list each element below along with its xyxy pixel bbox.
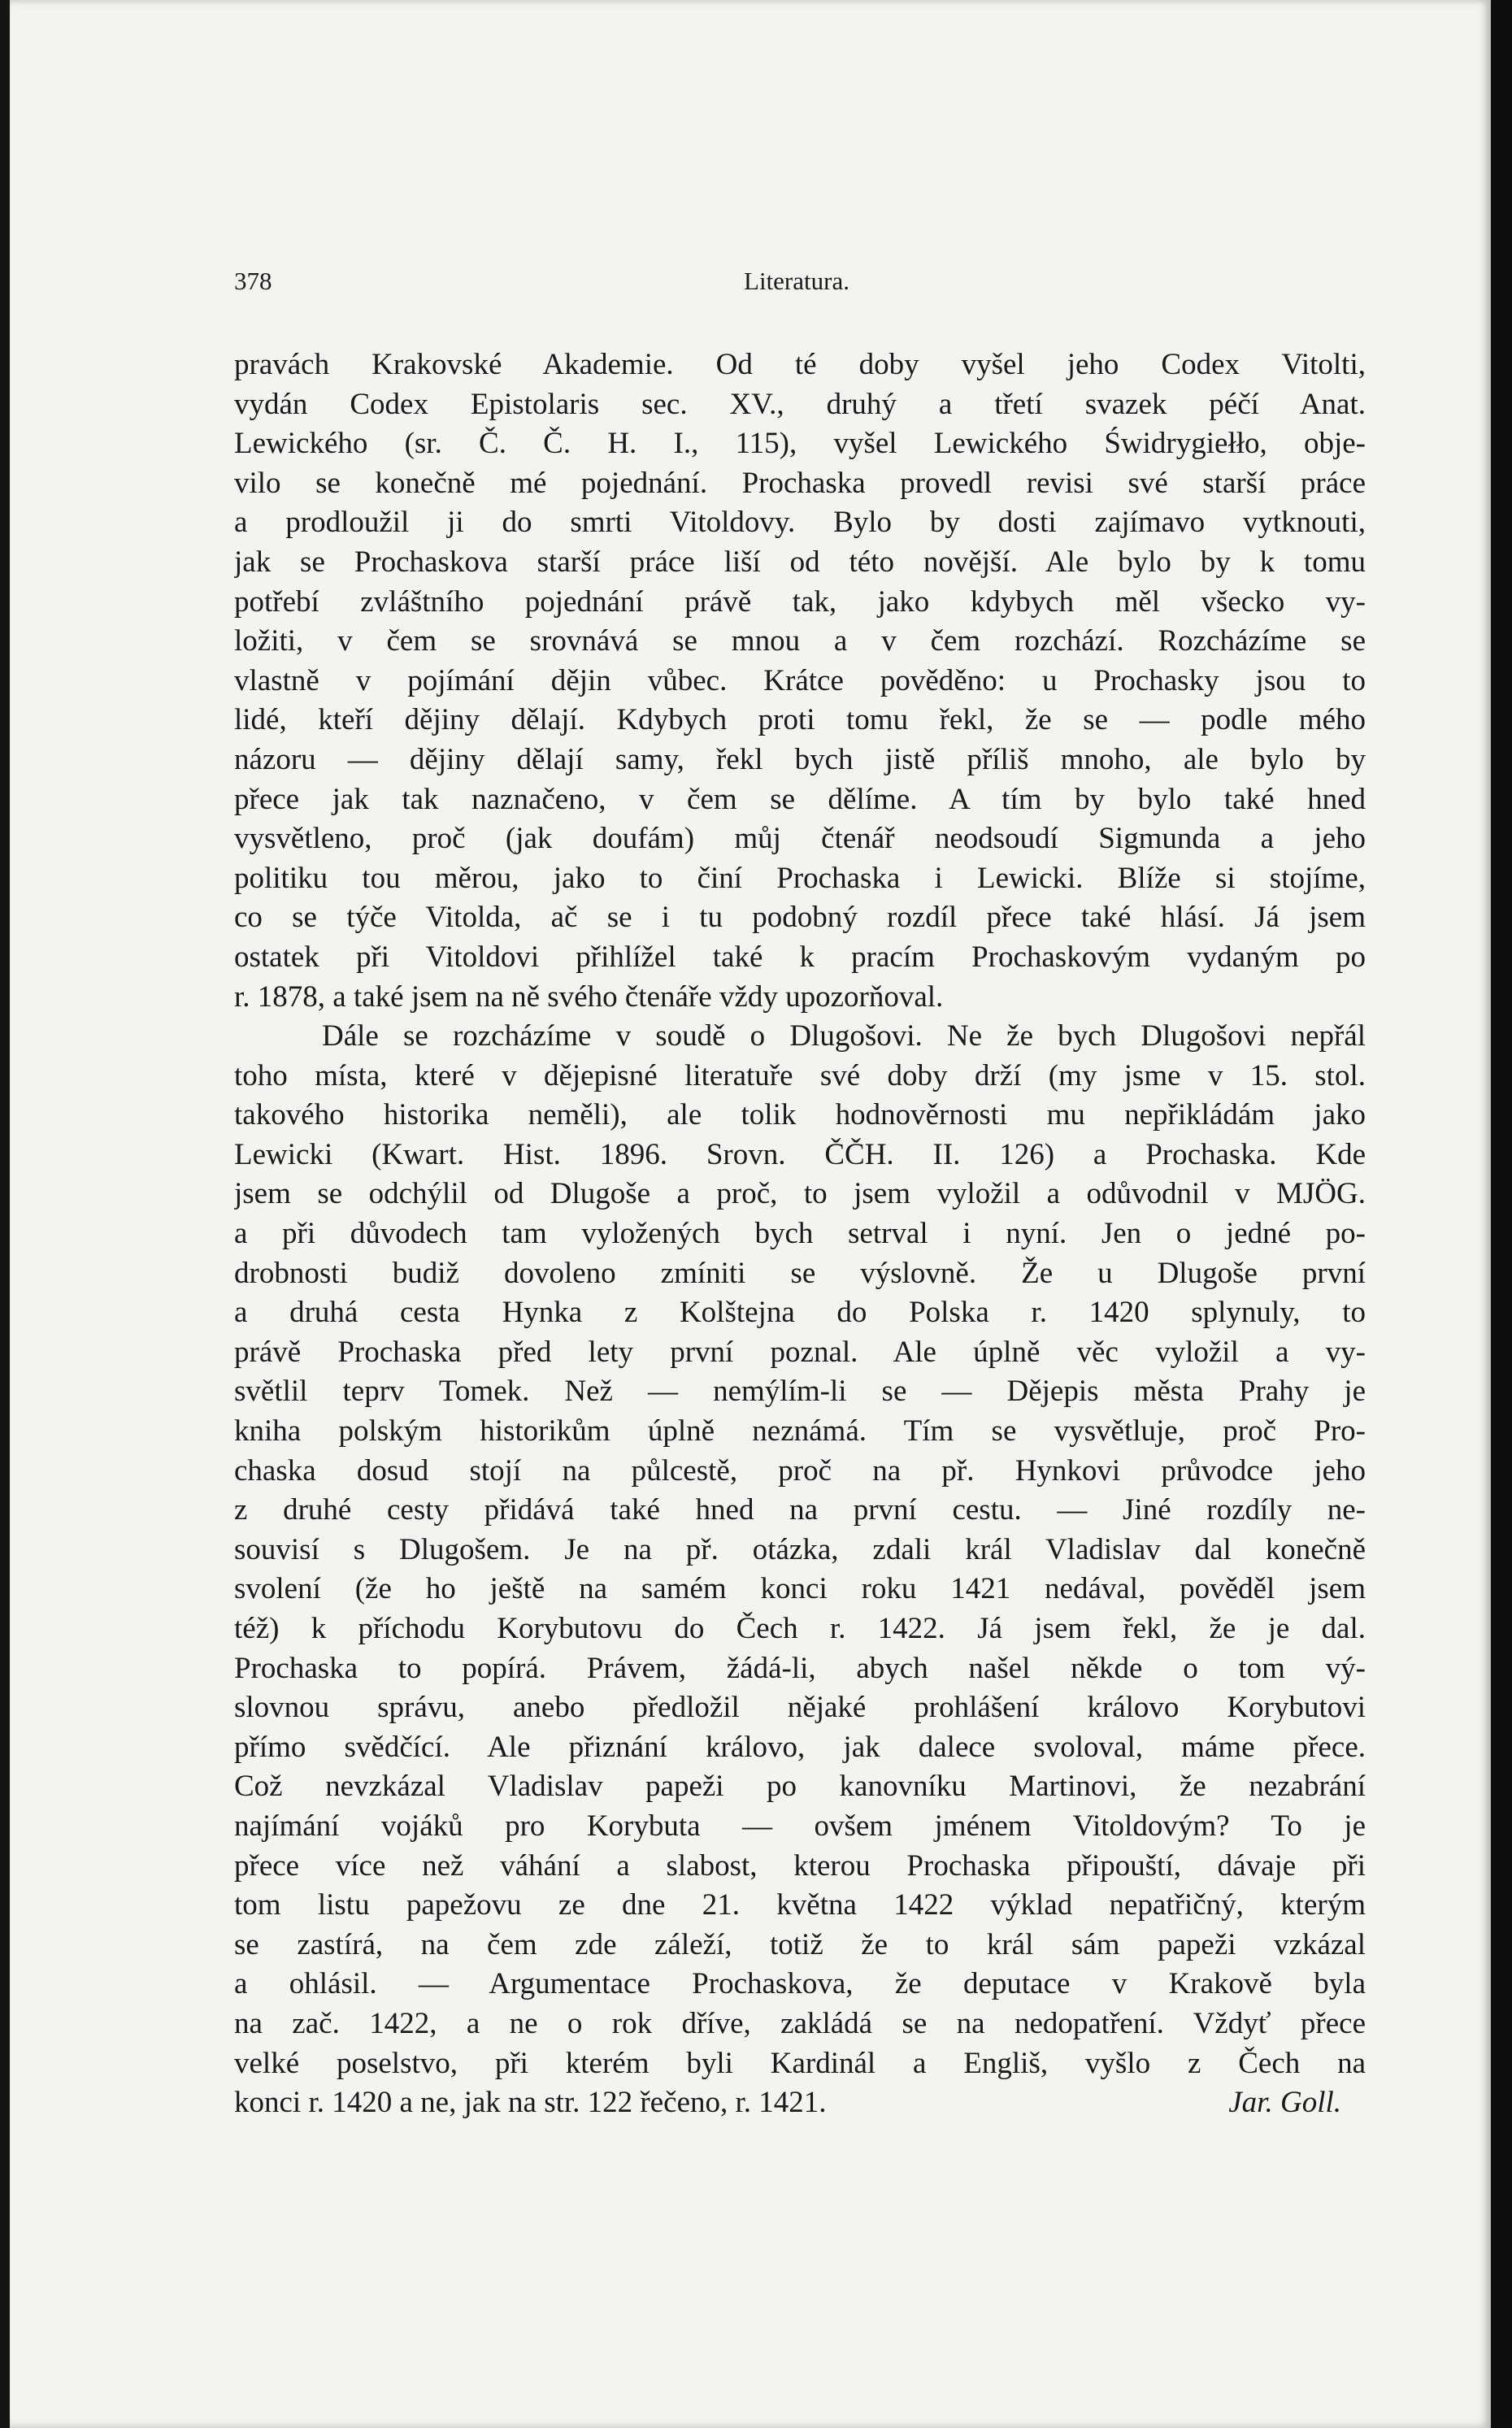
body-text <box>234 345 1366 2123</box>
text-line: jsem se odchýlil od Dlugoše a proč, to jsem vyložil a odůvodnil v MJÖG. <box>234 1177 1366 1211</box>
text-line: se zastírá, na čem zde záleží, totiž že to král sám papeži vzkázal <box>234 1927 1366 1961</box>
text-line: Což nevzkázal Vladislav papeži po kanovníku Martinovi, že nezabrání <box>234 1770 1366 1804</box>
final-line <box>234 2083 1366 2123</box>
text-line: drobnosti budiž dovoleno zmíniti se výslovně. Že u Dlugoše první <box>234 1256 1366 1290</box>
text-line: vlastně v pojímání dějin vůbec. Krátce pověděno: u Prochasky jsou to <box>234 663 1366 697</box>
text-line: Lewicki (Kwart. Hist. 1896. Srovn. ČČH. II. 126) a Prochaska. Kde <box>234 1137 1366 1171</box>
text-line: vysvětleno, proč (jak doufám) můj čtenář neodsoudí Sigmunda a jeho <box>234 822 1366 856</box>
text-line: Lewického (sr. Č. Č. H. I., 115), vyšel Lewického Świdrygiełło, obje- <box>234 427 1366 461</box>
text-line: toho místa, které v dějepisné literatuře své doby drží (my jsme v 15. stol. <box>234 1058 1366 1092</box>
text-line: přece jak tak naznačeno, v čem se dělíme. A tím by bylo také hned <box>234 782 1366 816</box>
text-line: politiku tou měrou, jako to činí Prochaska i Lewicki. Blíže si stojíme, <box>234 861 1366 895</box>
text-line: na zač. 1422, a ne o rok dříve, zakládá se na nedopatření. Vždyť přece <box>234 2006 1366 2040</box>
text-line: slovnou správu, anebo předložil nějaké prohlášení královo Korybutovi <box>234 1691 1366 1725</box>
text-line: jak se Prochaskova starší práce liší od této novější. Ale bylo by k tomu <box>234 545 1366 579</box>
book-page <box>10 0 1491 2428</box>
text-line: Dále se rozcházíme v soudě o Dlugošovi. Ne že bych Dlugošovi nepřál <box>322 1019 1366 1053</box>
text-line: ložiti, v čem se srovnává se mnou a v čem rozchází. Rozcházíme se <box>234 624 1366 658</box>
text-line: světlil teprv Tomek. Než — nemýlím-li se — Dějepis města Prahy je <box>234 1375 1366 1409</box>
text-line: Prochaska to popírá. Právem, žádá-li, abych našel někde o tom vý- <box>234 1651 1366 1685</box>
running-title: Literatura. <box>744 267 849 295</box>
text-line: tom listu papežovu ze dne 21. května 1422 výklad nepatřičný, kterým <box>234 1888 1366 1922</box>
text-line: vilo se konečně mé pojednání. Prochaska provedl revisi své starší práce <box>234 466 1366 500</box>
text-line: potřebí zvláštního pojednání právě tak, jako kdybych měl všecko vy- <box>234 584 1366 619</box>
text-line: též) k příchodu Korybutovu do Čech r. 1422. Já jsem řekl, že je dal. <box>234 1612 1366 1645</box>
page-number: 378 <box>234 267 272 295</box>
text-line: kniha polským historikům úplně neznámá. Tím se vysvětluje, proč Pro- <box>234 1414 1366 1449</box>
text-line: právě Prochaska před lety první poznal. Ale úplně věc vyložil a vy- <box>234 1335 1366 1369</box>
text-line: pravách Krakovské Akademie. Od té doby vyšel jeho Codex Vitolti, <box>234 348 1366 381</box>
text-line: co se týče Vitolda, ač se i tu podobný rozdíl přece také hlásí. Já jsem <box>234 901 1366 935</box>
text-line: svolení (že ho ještě na samém konci roku 1421 nedával, pověděl jsem <box>234 1572 1366 1606</box>
page-header <box>234 267 1359 299</box>
text-line: názoru — dějiny dělají samy, řekl bych jistě příliš mnoho, ale bylo by <box>234 742 1366 776</box>
text-line: přímo svědčící. Ale přiznání královo, jak dalece svoloval, máme přece. <box>234 1730 1366 1764</box>
text-line: vydán Codex Epistolaris sec. XV., druhý a třetí svazek péčí Anat. <box>234 387 1366 421</box>
text-line: r. 1878, a také jsem na ně svého čtenáře vždy upozorňoval. <box>234 979 944 1014</box>
text-line: lidé, kteří dějiny dělají. Kdybych proti tomu řekl, že se — podle mého <box>234 703 1366 737</box>
text-line: konci r. 1420 a ne, jak na str. 122 řečeno, r. 1421. <box>234 2086 827 2120</box>
text-line: a prodloužil ji do smrti Vitoldovy. Bylo by dosti zajímavo vytknouti, <box>234 506 1366 540</box>
text-line: a druhá cesta Hynka z Kolštejna do Polska r. 1420 splynuly, to <box>234 1296 1366 1330</box>
text-line: velké poselstvo, při kterém byli Kardinál a Engliš, vyšlo z Čech na <box>234 2046 1366 2080</box>
text-line: takového historika neměli), ale tolik hodnověrnosti mu nepřikládám jako <box>234 1098 1366 1132</box>
text-line: ostatek při Vitoldovi přihlížel také k pracím Prochaskovým vydaným po <box>234 940 1366 974</box>
scan-edge <box>1491 0 1512 2428</box>
text-line: z druhé cesty přidává také hned na první cestu. — Jiné rozdíly ne- <box>234 1493 1366 1527</box>
author-signature: Jar. Goll. <box>1228 2086 1341 2120</box>
text-line: souvisí s Dlugošem. Je na př. otázka, zdali král Vladislav dal konečně <box>234 1532 1366 1566</box>
text-line: a ohlásil. — Argumentace Prochaskova, že deputace v Krakově byla <box>234 1967 1366 2001</box>
text-line: a při důvodech tam vyložených bych setrval i nyní. Jen o jedné po- <box>234 1217 1366 1251</box>
text-line: najímání vojáků pro Korybuta — ovšem jménem Vitoldovým? To je <box>234 1809 1366 1843</box>
text-line: přece více než váhání a slabost, kterou Prochaska připouští, dávaje při <box>234 1848 1366 1883</box>
text-line: chaska dosud stojí na půlcestě, proč na př. Hynkovi průvodce jeho <box>234 1453 1366 1488</box>
